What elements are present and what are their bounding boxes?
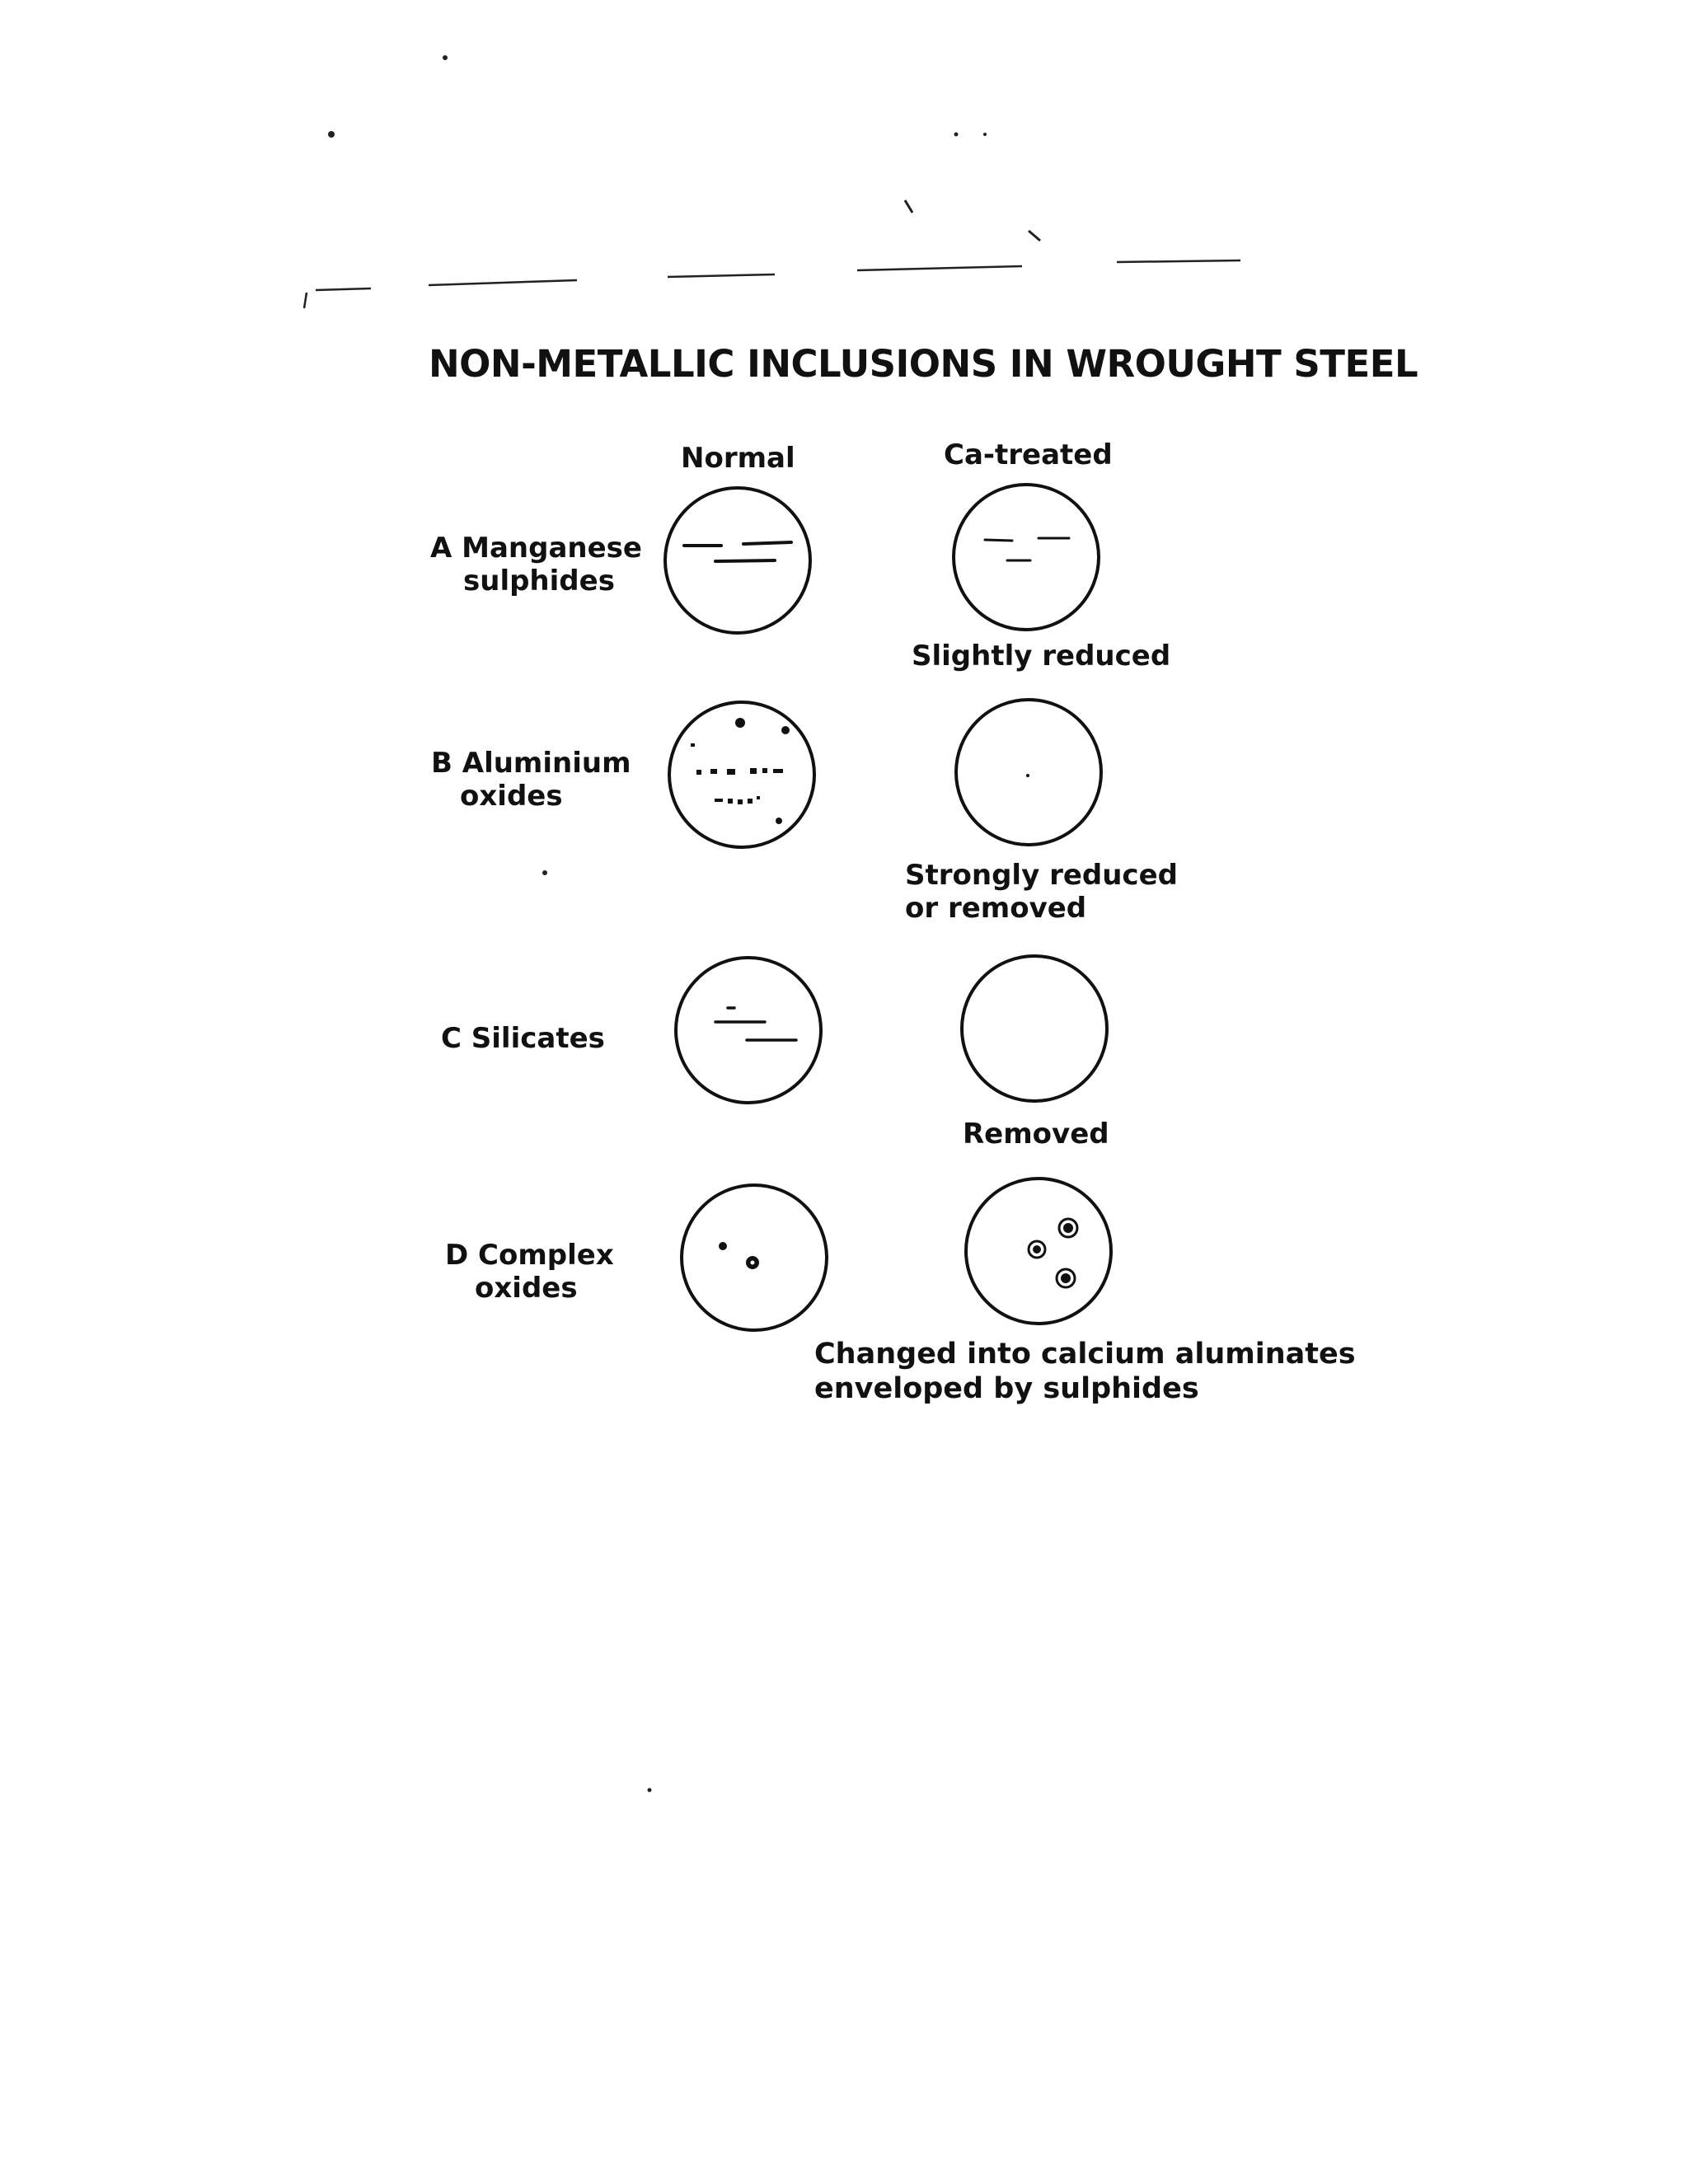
row-label-d-line2: oxides — [475, 1272, 578, 1305]
row-label-c-line1: C Silicates — [441, 1022, 605, 1055]
outcome-a-line1: Slightly reduced — [912, 640, 1171, 673]
scan-specks — [328, 55, 987, 1793]
outcome-b-line2: or removed — [905, 892, 1087, 925]
row-label-d-line1: D Complex — [445, 1239, 614, 1272]
circle-b-normal — [669, 702, 814, 847]
oxide-particles — [719, 1242, 759, 1269]
circle-a-normal — [665, 488, 810, 633]
column-header-normal: Normal — [681, 442, 795, 475]
row-label-a-line1: A Manganese — [430, 532, 642, 565]
circle-d-normal — [682, 1185, 827, 1330]
oxide-clusters — [691, 718, 790, 824]
circle-a-treated — [954, 485, 1099, 630]
outcome-d-line2: enveloped by sulphides — [814, 1372, 1199, 1405]
top-rule — [304, 260, 1240, 308]
silicate-stringers — [715, 1008, 796, 1040]
row-label-b-line1: B Aluminium — [431, 747, 631, 780]
short-sulphide-stringers — [985, 538, 1069, 560]
row-label-b-line2: oxides — [460, 780, 563, 813]
outcome-d-line1: Changed into calcium aluminates — [814, 1338, 1356, 1371]
column-header-ca-treated: Ca-treated — [944, 438, 1113, 471]
enveloped-aluminate-particles — [1029, 1219, 1077, 1287]
row-label-a-line2: sulphides — [463, 565, 615, 598]
outcome-b-line1: Strongly reduced — [905, 859, 1178, 892]
diagram-title: NON-METALLIC INCLUSIONS IN WROUGHT STEEL — [429, 342, 1418, 386]
outcome-c-line1: Removed — [963, 1118, 1109, 1151]
circle-c-treated — [962, 956, 1107, 1101]
circle-d-treated — [966, 1179, 1111, 1324]
elongated-sulphide-stringers — [684, 542, 791, 561]
circle-b-treated — [956, 700, 1101, 845]
circle-c-normal — [676, 958, 821, 1103]
